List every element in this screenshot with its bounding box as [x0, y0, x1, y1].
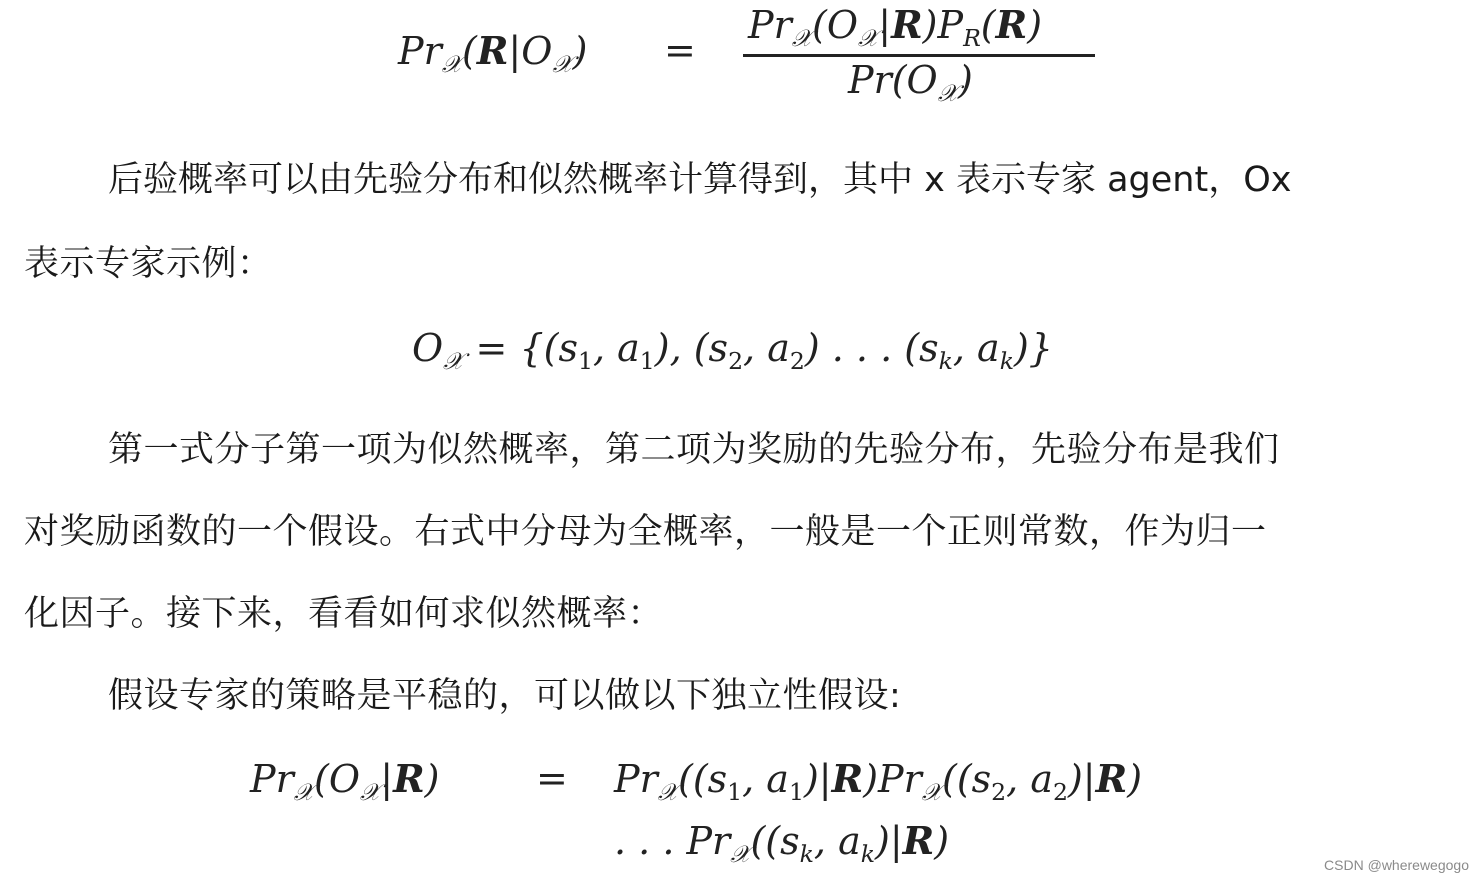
demonstration-set-equation: $O_𝒳 = \{(s_1$, $a_1$), ($s_2$, $a_2$) . . . ($s_k$, $a_k$)}	[412, 326, 1053, 376]
bayes-numerator: $Pr_𝒳(O_𝒳|R)P_R(R)$	[748, 2, 1043, 53]
bayes-denominator: $Pr(O_𝒳)$	[848, 58, 973, 108]
paragraph-line: 化因子。接下来，看看如何求似然概率：	[24, 594, 664, 634]
bayes-equals: =	[664, 28, 696, 72]
independence-rhs-line1: $Pr_𝒳((s_1$, $a_1)|R)Pr_𝒳((s_2$, $a_2)|R$)	[614, 756, 1143, 807]
independence-rhs-line2: . . . $Pr_𝒳((s_k$, $a_k)|R$)	[614, 818, 950, 869]
independence-equals: =	[536, 756, 568, 800]
bayes-fraction-bar	[743, 54, 1095, 57]
paragraph-line: 对奖励函数的一个假设。右式中分母为全概率，一般是一个正则常数，作为归一	[24, 512, 1267, 552]
paragraph-line: 第一式分子第一项为似然概率，第二项为奖励的先验分布，先验分布是我们	[108, 430, 1280, 470]
independence-lhs: $Pr_𝒳(O_𝒳|R)$	[250, 756, 440, 807]
paragraph-line: 表示专家示例：	[24, 244, 273, 284]
paragraph-line: 假设专家的策略是平稳的，可以做以下独立性假设:	[108, 676, 902, 716]
paragraph-line: 后验概率可以由先验分布和似然概率计算得到，其中 x 表示专家 agent，Ox	[108, 160, 1292, 200]
csdn-watermark: CSDN @wherewegogo	[1324, 857, 1469, 873]
bayes-lhs: $Pr_𝒳(R|O_𝒳)$	[398, 28, 588, 79]
